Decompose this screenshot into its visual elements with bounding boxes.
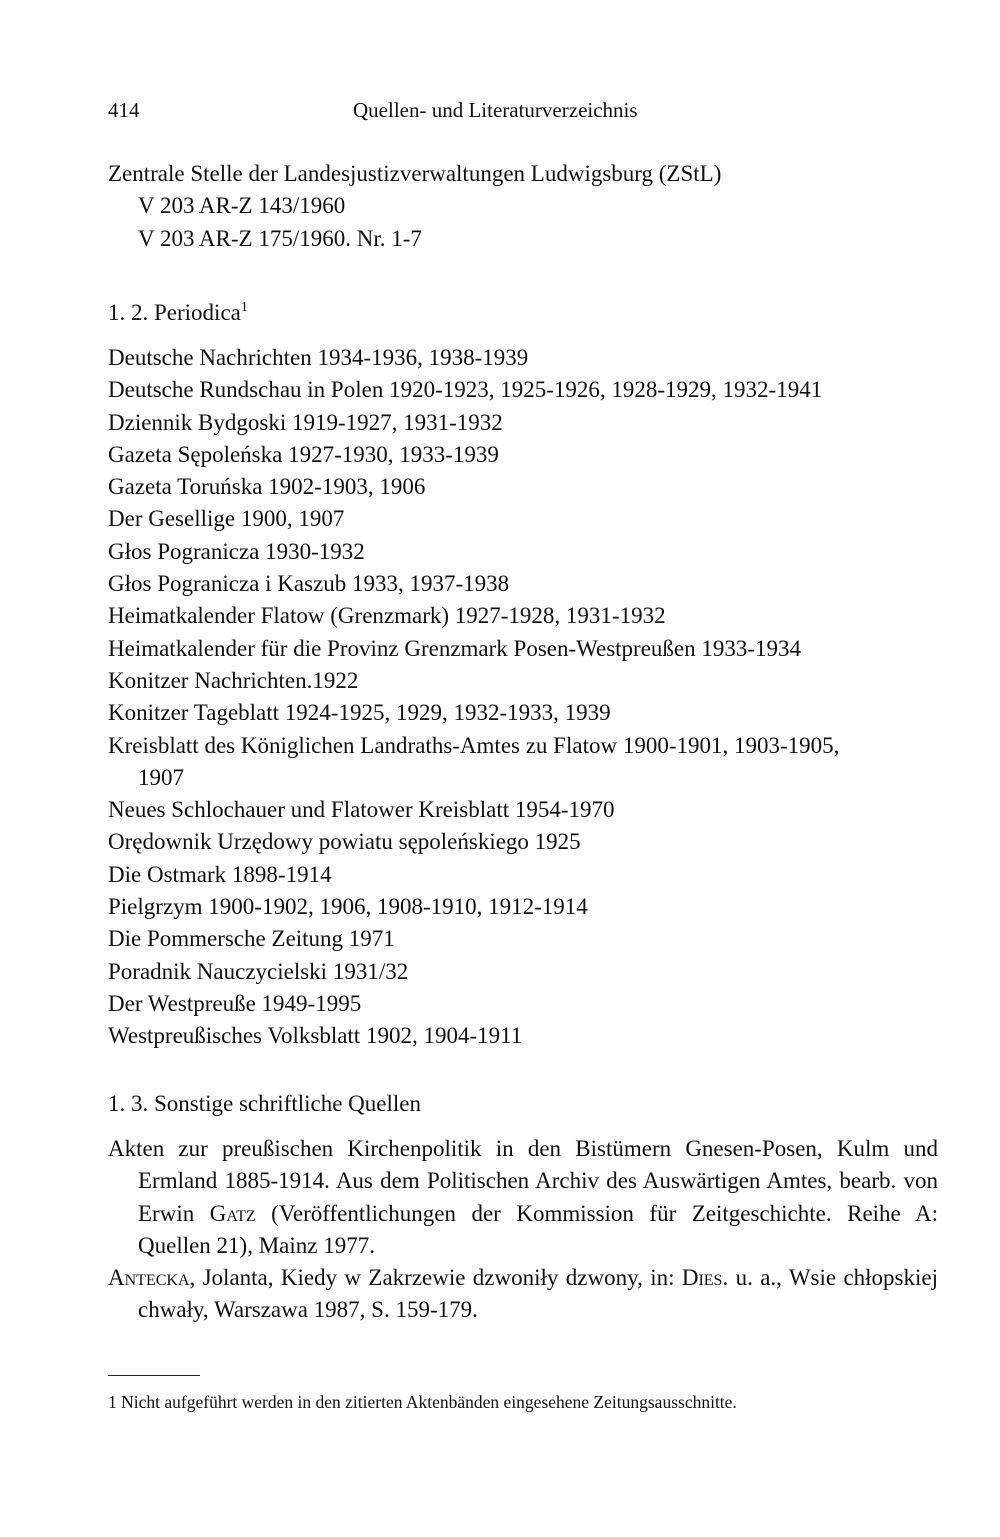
footnote-number: 1 <box>108 1392 117 1412</box>
list-item: Deutsche Nachrichten 1934-1936, 1938-1939 <box>108 345 529 370</box>
page-header <box>108 98 938 130</box>
footnote <box>108 1392 737 1413</box>
list-item: Heimatkalender Flatow (Grenzmark) 1927-1928, 1931-1932 <box>108 603 666 629</box>
list-item: Głos Pogranicza 1930-1932 <box>108 538 365 564</box>
list-item: Der Westpreuße 1949-1995 <box>108 990 362 1016</box>
periodica-heading <box>108 297 938 329</box>
list-item: Die Ostmark 1898-1914 <box>108 861 332 887</box>
list-item: Westpreußisches Volksblatt 1902, 1904-1911 <box>108 1023 523 1049</box>
entry-text: . u. a., Wsie chłopskiej chwały, Warszawa 1987, S. 159-179. <box>138 1265 938 1323</box>
sonstige-heading-row <box>108 1088 938 1120</box>
periodica-heading-row <box>108 297 938 329</box>
running-title: Quellen- und Literaturverzeichnis <box>353 98 638 122</box>
list-item: Gazeta Sępoleńska 1927-1930, 1933-1939 <box>108 441 499 467</box>
footnote-mark[interactable]: 1 <box>240 300 248 315</box>
archive-title: Zentrale Stelle der Landesjustizverwaltungen Ludwigsburg (ZStL) <box>108 161 722 186</box>
entry-text: (Veröffentlichungen der Kommission für Zeitgeschichte. Reihe A: Quellen 21), Mainz 1977. <box>138 1200 938 1258</box>
author-name: Antecka <box>108 1265 190 1291</box>
list-item: Der Gesellige 1900, 1907 <box>108 506 345 532</box>
list-item-continuation: 1907 <box>138 764 184 790</box>
bibliography-entry <box>108 1262 938 1327</box>
entry-text: , Jolanta, Kiedy w Zakrzewie dzwoniły dzwony, in: <box>189 1265 682 1291</box>
author-name: Gatz <box>209 1200 256 1226</box>
periodica-heading-text: 1. 2. Periodica <box>108 300 241 325</box>
sonstige-list <box>108 1133 938 1327</box>
list-item: Orędownik Urzędowy powiatu sępoleńskiego 1925 <box>108 829 581 855</box>
list-item: Heimatkalender für die Provinz Grenzmark Posen-Westpreußen 1933-1934 <box>108 635 802 661</box>
archive-item: V 203 AR-Z 175/1960. Nr. 1-7 <box>138 225 422 251</box>
archive-section <box>108 158 938 255</box>
list-item: Deutsche Rundschau in Polen 1920-1923, 1925-1926, 1928-1929, 1932-1941 <box>108 377 823 403</box>
author-name: Dies <box>681 1265 723 1291</box>
sonstige-heading: 1. 3. Sonstige schriftliche Quellen <box>108 1091 421 1116</box>
list-item: Neues Schlochauer und Flatower Kreisblatt 1954-1970 <box>108 797 615 823</box>
list-item: Głos Pogranicza i Kaszub 1933, 1937-1938 <box>108 571 510 597</box>
entry-text: Akten zur preußischen Kirchenpolitik in den Bistümern Gnesen-Posen, Kulm und Ermland 1885-1914. Aus dem Politischen Archiv des Auswärtigen Amtes, bearb. von Erwin <box>108 1136 938 1226</box>
list-item: Die Pommersche Zeitung 1971 <box>108 926 395 952</box>
list-item: Poradnik Nauczycielski 1931/32 <box>108 958 409 984</box>
list-item: Konitzer Tageblatt 1924-1925, 1929, 1932-1933, 1939 <box>108 700 611 726</box>
list-item: Konitzer Nachrichten.1922 <box>108 667 359 693</box>
list-item: Pielgrzym 1900-1902, 1906, 1908-1910, 1912-1914 <box>108 894 588 920</box>
bibliography-entry <box>108 1133 938 1262</box>
list-item: Gazeta Toruńska 1902-1903, 1906 <box>108 474 426 500</box>
list-item: Kreisblatt des Königlichen Landraths-Amtes zu Flatow 1900-1901, 1903-1905, <box>108 732 840 758</box>
list-item: Dziennik Bydgoski 1919-1927, 1931-1932 <box>108 409 503 435</box>
footnote-text: Nicht aufgeführt werden in den zitierten Aktenbänden eingesehene Zeitungsausschnitte. <box>121 1392 737 1412</box>
page-number: 414 <box>108 98 140 122</box>
archive-item: V 203 AR-Z 143/1960 <box>138 193 346 219</box>
footnote-divider <box>108 1375 200 1376</box>
periodica-list <box>108 342 938 1053</box>
